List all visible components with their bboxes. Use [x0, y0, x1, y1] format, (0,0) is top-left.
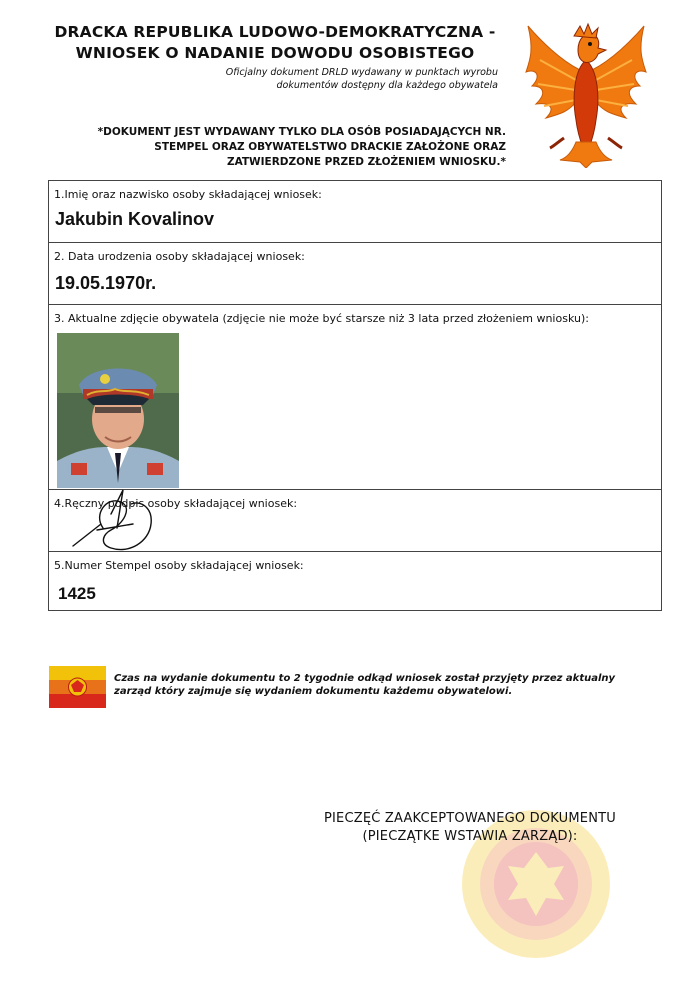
stamp-number-value[interactable]: 1425	[58, 584, 96, 603]
national-flag-icon	[49, 666, 106, 708]
stamp-title-line-2: (PIECZĄTKE WSTAWIA ZARZĄD):	[362, 829, 578, 844]
name-value[interactable]: Jakubin Kovalinov	[55, 209, 215, 229]
form-row-signature	[49, 490, 661, 552]
stamp-section	[300, 810, 640, 846]
document-subtitle	[180, 66, 498, 92]
document-title	[40, 22, 510, 64]
form-row-photo	[49, 305, 661, 490]
signature-label: 4.Ręczny podpis osoby składającej wniosek:	[54, 497, 298, 510]
title-line-2: WNIOSEK O NADANIE DOWODU OSOBISTEGO	[75, 44, 475, 62]
eagle-emblem-icon	[520, 20, 652, 168]
stamp-title-line-1: PIECZĘĆ ZAAKCEPTOWANEGO DOKUMENTU	[323, 811, 617, 826]
subtitle-line-1: Oficjalny dokument DRLD wydawany w punktach wyrobu	[225, 67, 498, 78]
notice-line-3: ZATWIERDZONE PRZED ZŁOŻENIEM WNIOSKU.*	[226, 156, 506, 168]
birthdate-value[interactable]: 19.05.1970r.	[55, 273, 157, 293]
portrait-image	[57, 333, 179, 488]
subtitle-line-2: dokumentów dostępny dla każdego obywatela	[276, 80, 498, 91]
form-row-birthdate	[49, 243, 661, 305]
photo-label: 3. Aktualne zdjęcie obywatela (zdjęcie nie może być starsze niż 3 lata przed złożeniem wniosku):	[54, 312, 589, 325]
eligibility-notice	[40, 125, 506, 170]
form-row-stamp-number	[49, 552, 661, 612]
birthdate-label: 2. Data urodzenia osoby składającej wniosek:	[54, 250, 305, 263]
citizen-photo[interactable]	[57, 333, 179, 488]
application-form	[48, 180, 662, 611]
notice-line-1: *DOKUMENT JEST WYDAWANY TYLKO DLA OSÓB POSIADAJĄCYCH NR.	[97, 126, 506, 138]
issue-time-info: Czas na wydanie dokumentu to 2 tygodnie odkąd wniosek został przyjęty przez aktualny zarząd który zajmuje się wydaniem dokumentu każdemu obywatelowi.	[114, 673, 616, 697]
form-row-name	[49, 181, 661, 243]
handwritten-signature[interactable]	[67, 484, 157, 554]
title-line-1: DRACKA REPUBLIKA LUDOWO-DEMOKRATYCZNA -	[54, 23, 496, 41]
notice-line-2: STEMPEL ORAZ OBYWATELSTWO DRACKIE ZAŁOŻONE ORAZ	[154, 141, 506, 153]
stamp-number-label: 5.Numer Stempel osoby składającej wniosek:	[54, 559, 304, 572]
name-label: 1.Imię oraz nazwisko osoby składającej wniosek:	[54, 188, 322, 201]
